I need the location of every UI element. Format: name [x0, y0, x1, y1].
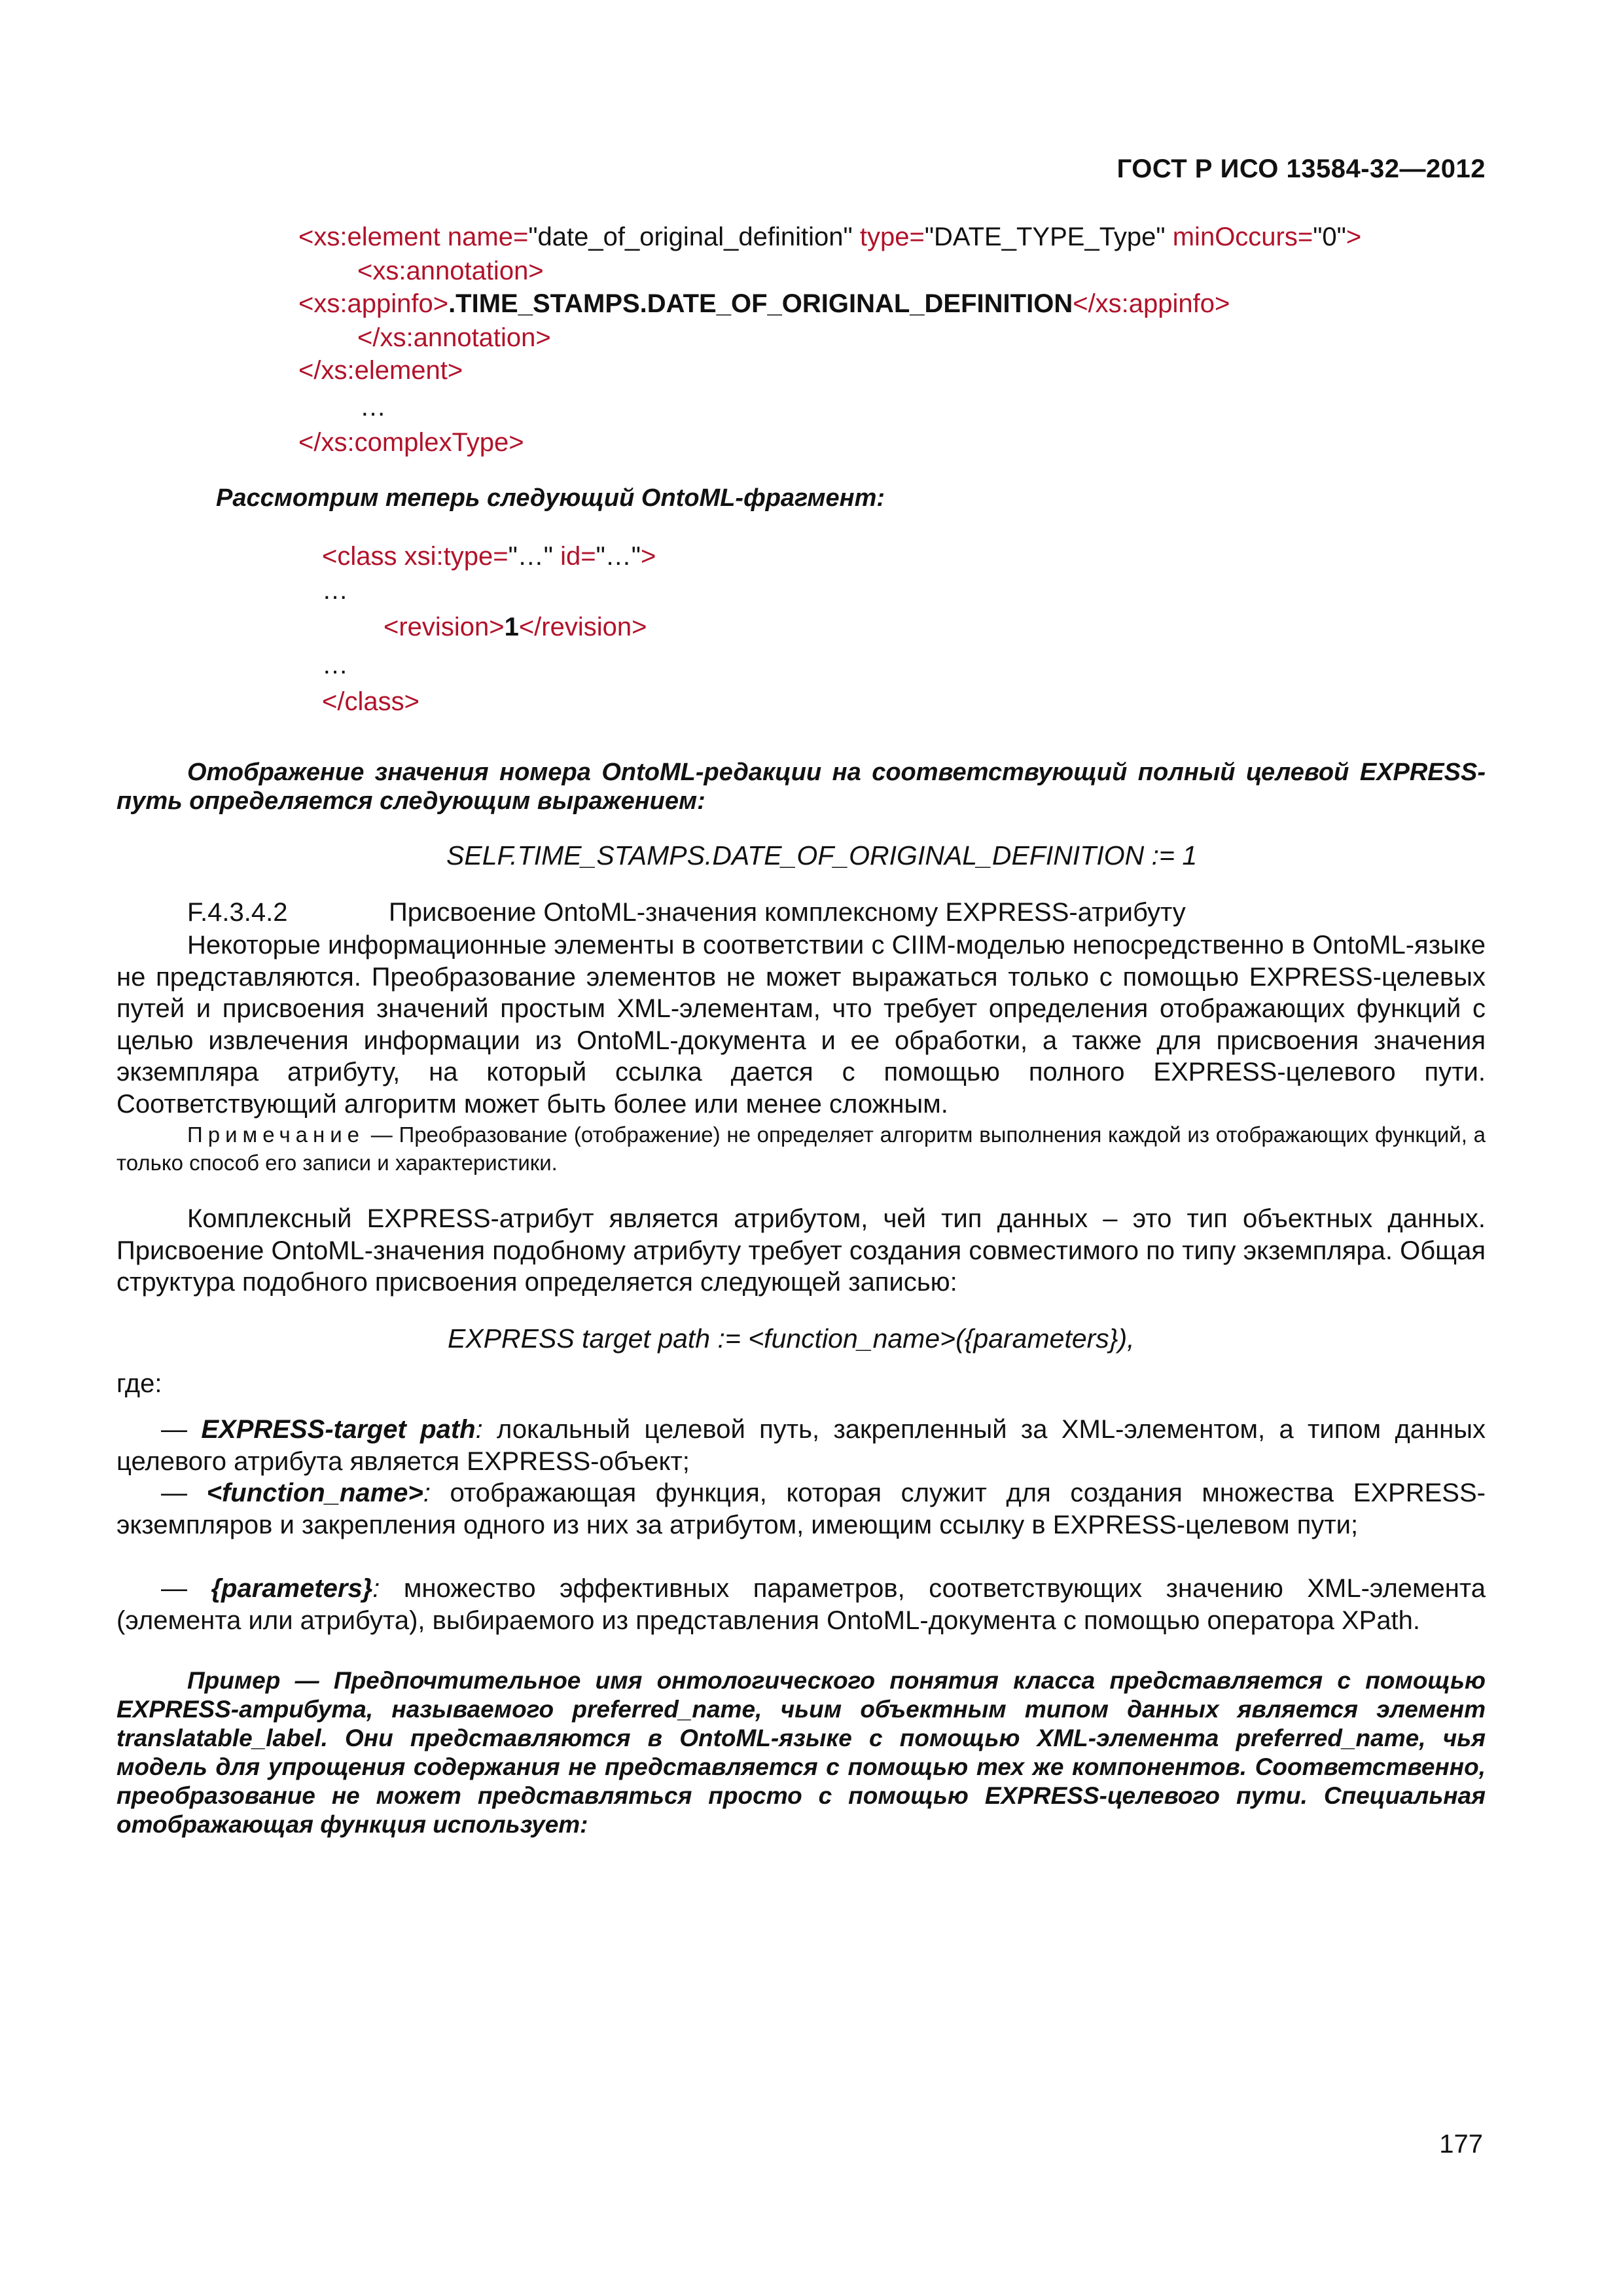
code-line: </xs:complexType>	[298, 428, 524, 457]
code-line	[383, 613, 647, 642]
code-ellipsis: …	[322, 576, 348, 605]
note-label: Примечание	[187, 1122, 365, 1147]
note	[116, 1121, 1486, 1177]
item-text: локальный целевой путь, закрепленный за XML-элементом, а типом данных целевого атрибута является EXPRESS-объект;	[116, 1415, 1486, 1476]
item-text: отображающая функция, которая служит для создания множества EXPRESS-экземпляров и закрепления одного из них за атрибутом, имеющим ссылку в EXPRESS-целевом пути;	[116, 1479, 1486, 1539]
xml-value: .TIME_STAMPS.DATE_OF_ORIGINAL_DEFINITION	[448, 289, 1073, 318]
xml-value: "…"	[508, 542, 561, 571]
document-header: ГОСТ Р ИСО 13584-32—2012	[1116, 154, 1486, 183]
note-text: — Преобразование (отображение) не определяет алгоритм выполнения каждой из отображающих функций, а только способ его записи и характеристики.	[116, 1122, 1486, 1175]
where-label: где:	[116, 1369, 162, 1398]
item-term: <function_name>	[206, 1479, 423, 1507]
xml-tag: >	[1346, 223, 1362, 251]
xml-tag: >	[641, 542, 656, 571]
formula: EXPRESS target path := <function_name>({parameters}),	[448, 1323, 1135, 1354]
item-dash: —	[161, 1415, 187, 1444]
body-paragraph: Некоторые информационные элементы в соответствии с CIIM-моделью непосредственно в OntoML-языке не представляются. Преобразование элементов не может выражаться только с помощью EXPRESS-целевых путей и присвоения значений простым XML-элементам, что требует определения отображающих функций с целью извлечения информации из OntoML-документа и ее обработки, а также для присвоения значения экземпляра атрибуту, на который ссылка дается с помощью полного EXPRESS-целевого пути. Соответствующий алгоритм может быть более или менее сложным.	[116, 931, 1486, 1119]
xml-attr: minOccurs=	[1172, 223, 1313, 251]
xml-tag: <class	[322, 542, 404, 571]
code-ellipsis: …	[360, 393, 386, 422]
code-line	[298, 289, 1230, 319]
code-line	[298, 223, 1361, 252]
mapping-paragraph: Отображение значения номера OntoML-редакции на соответствующий полный целевой EXPRESS-путь определяется следующим выражением:	[116, 759, 1486, 815]
item-term: {parameters}	[211, 1574, 373, 1603]
code-line	[322, 542, 656, 571]
section-heading	[187, 898, 1186, 927]
definition-item	[116, 1477, 1486, 1541]
xml-attr: id=	[560, 542, 596, 571]
xml-tag: </xs:appinfo>	[1073, 289, 1230, 318]
xml-attr: type=	[859, 223, 925, 251]
code-line: </xs:element>	[298, 356, 463, 385]
xml-value: "0"	[1313, 223, 1346, 251]
item-colon: :	[475, 1415, 483, 1444]
item-colon: :	[372, 1574, 380, 1603]
item-term: EXPRESS-target path	[201, 1415, 476, 1444]
item-dash: —	[161, 1574, 187, 1603]
code-line: </xs:annotation>	[357, 323, 551, 352]
formula: SELF.TIME_STAMPS.DATE_OF_ORIGINAL_DEFINITION := 1	[446, 840, 1198, 870]
xml-value: "date_of_original_definition"	[528, 223, 860, 251]
section-title: Присвоение OntoML-значения комплексному EXPRESS-атрибуту	[389, 898, 1186, 927]
xml-tag: <revision>	[383, 613, 505, 641]
item-text: множество эффективных параметров, соответствующих значению XML-элемента (элемента или атрибута), выбираемого из представления OntoML-документа с помощью оператора XPath.	[116, 1574, 1486, 1635]
definition-item	[116, 1573, 1486, 1636]
section-number: F.4.3.4.2	[187, 898, 288, 927]
intro-text: Рассмотрим теперь следующий OntoML-фрагмент:	[216, 484, 885, 512]
xml-value: "DATE_TYPE_Type"	[924, 223, 1173, 251]
item-dash: —	[161, 1479, 187, 1507]
xml-tag: <xs:element	[298, 223, 448, 251]
definition-item	[116, 1414, 1486, 1477]
body-paragraph: Комплексный EXPRESS-атрибут является атрибутом, чей тип данных – это тип объектных данных. Присвоение OntoML-значения подобному атрибуту требует создания совместимого по типу экземпляра. Общая структура подобного присвоения определяется следующей записью:	[116, 1204, 1486, 1297]
xml-attr: xsi:type=	[404, 542, 508, 571]
page-number: 177	[1439, 2130, 1483, 2159]
example-paragraph: Пример — Предпочтительное имя онтологического понятия класса представляется с помощью EXPRESS-атрибута, называемого preferred_name, чьим объектным типом данных является элемент translatable_label. Они представляются в OntoML-языке с помощью XML-элемента preferred_name, чья модель для упрощения содержания не представляется с помощью тех же компонентов. Соответственно, преобразование не может представляться просто с помощью EXPRESS-целевого пути. Специальная отображающая функция использует:	[116, 1667, 1486, 1838]
item-colon: :	[423, 1479, 431, 1507]
xml-tag: <xs:appinfo>	[298, 289, 449, 318]
xml-attr: name=	[447, 223, 529, 251]
code-line: <xs:annotation>	[357, 257, 544, 285]
xml-value: "…"	[596, 542, 641, 571]
code-ellipsis: …	[322, 651, 348, 679]
code-line: </class>	[322, 687, 419, 716]
xml-value: 1	[504, 613, 519, 641]
xml-tag: </revision>	[518, 613, 647, 641]
